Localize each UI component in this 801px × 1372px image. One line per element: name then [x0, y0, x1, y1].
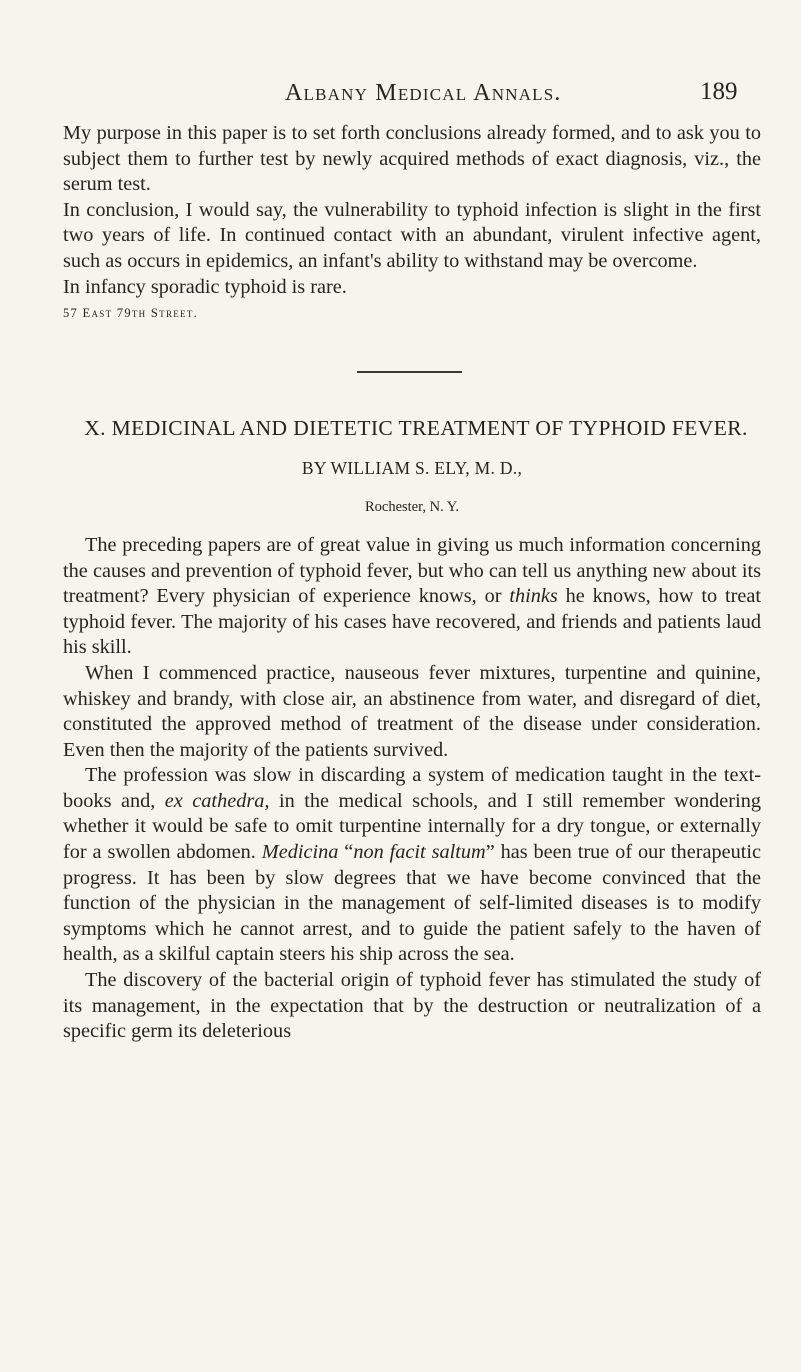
text-run: The profession was slow in discarding a system of medication taught in the text-books and,	[63, 764, 761, 812]
previous-article-paragraph: In conclusion, I would say, the vulnerability to typhoid infection is slight in the first two years of life. In continued contact with an abundant, virulent infective agent, such as occurs in epidemics, an infant's ability to withstand may be overcome.	[63, 198, 761, 272]
article-paragraph-3	[63, 763, 761, 968]
text-run: “	[338, 841, 354, 864]
text-run: in the medical schools, and I still remember wondering whether it would be safe to omit turpentine internally for a dry tongue, or externally for a swollen abdomen.	[63, 789, 761, 864]
italic-text: Medicina	[261, 841, 339, 864]
author-location: Rochester, N. Y.	[364, 499, 460, 516]
page-body	[63, 121, 761, 1045]
previous-article-paragraph: My purpose in this paper is to set forth conclusions already formed, and to ask you to subject them to further test by newly acquired methods of exact diagnosis, viz., the serum test.	[63, 122, 761, 196]
italic-text: non facit saltum	[353, 841, 486, 864]
page-number: 189	[700, 78, 738, 105]
running-title: Albany Medical Annals.	[285, 80, 562, 106]
author-address: 57 East 79th Street.	[63, 306, 199, 321]
article-paragraph-4: The discovery of the bacterial origin of typhoid fever has stimulated the study of its management, in the expectation that by the destruction or neutralization of a specific germ its deleterious	[63, 969, 761, 1043]
article-title: X. MEDICINAL AND DIETETIC TREATMENT OF TYPHOID FEVER.	[84, 415, 748, 440]
previous-article-paragraph: In infancy sporadic typhoid is rare.	[63, 275, 347, 298]
text-run: ” has been true of our therapeutic progress. It has been by slow degrees that we have become convinced that the function of the physician in the management of self-limited diseases is to modify symptoms which he cannot arrest, and to guide the patient safely to the haven of health, as a skilful captain steers his ship across the sea.	[63, 841, 762, 966]
section-divider	[357, 371, 462, 373]
text-run: The preceding papers are of great value in giving us much information concerning the causes and prevention of typhoid fever, but who can tell us anything new about its treatment? Every physician of experience knows, or	[63, 533, 761, 608]
text-run: he knows, how to treat typhoid fever. The majority of his cases have recovered, and friends and patients laud his skill.	[63, 585, 761, 659]
italic-text: thinks	[509, 585, 558, 608]
article-paragraph-1	[63, 533, 761, 661]
page-header	[0, 78, 801, 112]
article-paragraph-2: When I commenced practice, nauseous fever mixtures, turpentine and quinine, whiskey and brandy, with close air, an abstinence from water, and disregard of diet, constituted the approved method of treatment of the disease under consideration. Even then the majority of the patients survived.	[63, 661, 761, 761]
italic-text: ex cathedra,	[164, 789, 270, 812]
article-byline: BY WILLIAM S. ELY, M. D.,	[301, 457, 523, 478]
